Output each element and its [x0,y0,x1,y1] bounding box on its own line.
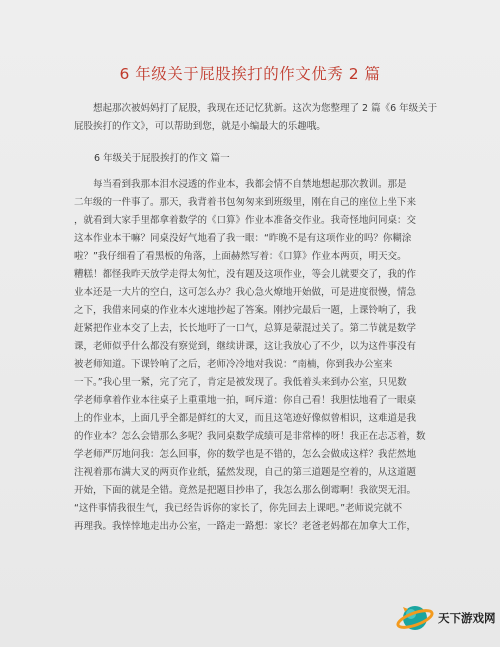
essay-line: 二年级的一件事了。那天，我背着书包匆匆来到班级里，刚在自己的座位上坐下来 [74,197,417,208]
essay-line: 业本还是一大片的空白，这可怎么办？我心急火燎地开始做，可是进度很慢，情急 [74,287,417,298]
watermark-text: 天下游戏网 [438,611,496,625]
intro-paragraph: 想起那次被妈妈打了屁股，我现在还记忆犹新。这次为您整理了 2 篇《6 年级关于屁股挨打的作文》，可以帮助到您，就是小编最大的乐趣哦。 [74,103,438,132]
essay-line: 上的作业本，上面几乎全都是鲜红的大叉，而且这笔迹好像似曾相识，这难道是我 [74,413,417,424]
essay-line: 开始，下面的就是全错。竟然是把题目抄串了，我怎么那么倒霉啊！我欲哭无泪。 [74,485,417,496]
essay-body [74,176,444,536]
essay-line: 啦？”我仔细看了看黑板的角落，上面赫然写着：《口算》作业本两页，明天交。 [74,251,407,262]
essay-line: “这件事情我很生气，我已经告诉你的家长了，你先回去上课吧。”老师说完就不 [74,503,403,514]
essay-line: 糟糕！都怪我昨天放学走得太匆忙，没有题及这项作业，等会儿就要交了，我的作 [74,269,417,280]
site-watermark[interactable] [396,598,496,638]
planet-logo-icon [396,599,434,637]
essay-line: 注视着那布满大叉的两页作业纸，猛然发现，自己的第三道题是空着的，从这道题 [74,467,417,478]
document-title: 6 年级关于屁股挨打的作文优秀 2 篇 [119,65,381,83]
essay-line: 课，老师似乎什么都没有察觉到，继续讲课，这让我放心了不少，以为这件事没有 [74,341,417,352]
essay-line: 之下，我借来同桌的作业本火速地抄起了答案。刚抄完最后一题，上课铃响了，我 [74,305,417,316]
essay-line: 学老师严厉地问我：怎么回事，你的数学也是不错的，怎么会做成这样？我茫然地 [74,449,417,460]
essay-line: 学老师拿着作业本往桌子上重重地一拍，呵斥道：你自己看！我胆怯地看了一眼桌 [74,395,417,406]
essay-line: 的作业本？怎么会错那么多呢？我同桌数学成绩可是非常棒的呀！我正在忐忑着，数 [74,431,426,442]
essay-line: 被老师知道。下课铃响了之后，老师冷冷地对我说：“南楠，你到我办公室来 [74,359,393,370]
essay-line: 再理我。我悻悻地走出办公室，一路走一路想：家长？老爸老妈都在加拿大工作， [74,521,417,532]
essay-line: 这本作业本干嘛？同桌没好气地看了我一眼：“昨晚不是有这项作业的吗？你糊涂 [74,233,412,244]
essay-line: 一下。”我心里一紧，完了完了，肯定是被发现了。我低着头来到办公室，只见数 [74,377,407,388]
essay-line: 每当看到我那本泪水浸透的作业本，我都会情不自禁地想起那次教训。那是 [93,179,407,190]
essay-line: 赶紧把作业本交了上去，长长地吁了一口气，总算是蒙混过关了。第二节就是数学 [74,323,417,334]
section-heading: 6 年级关于屁股挨打的作文 篇一 [94,153,230,164]
essay-line: ，就看到大家手里都拿着数学的《口算》作业本准备交作业。我奇怪地问同桌：交 [74,215,417,226]
